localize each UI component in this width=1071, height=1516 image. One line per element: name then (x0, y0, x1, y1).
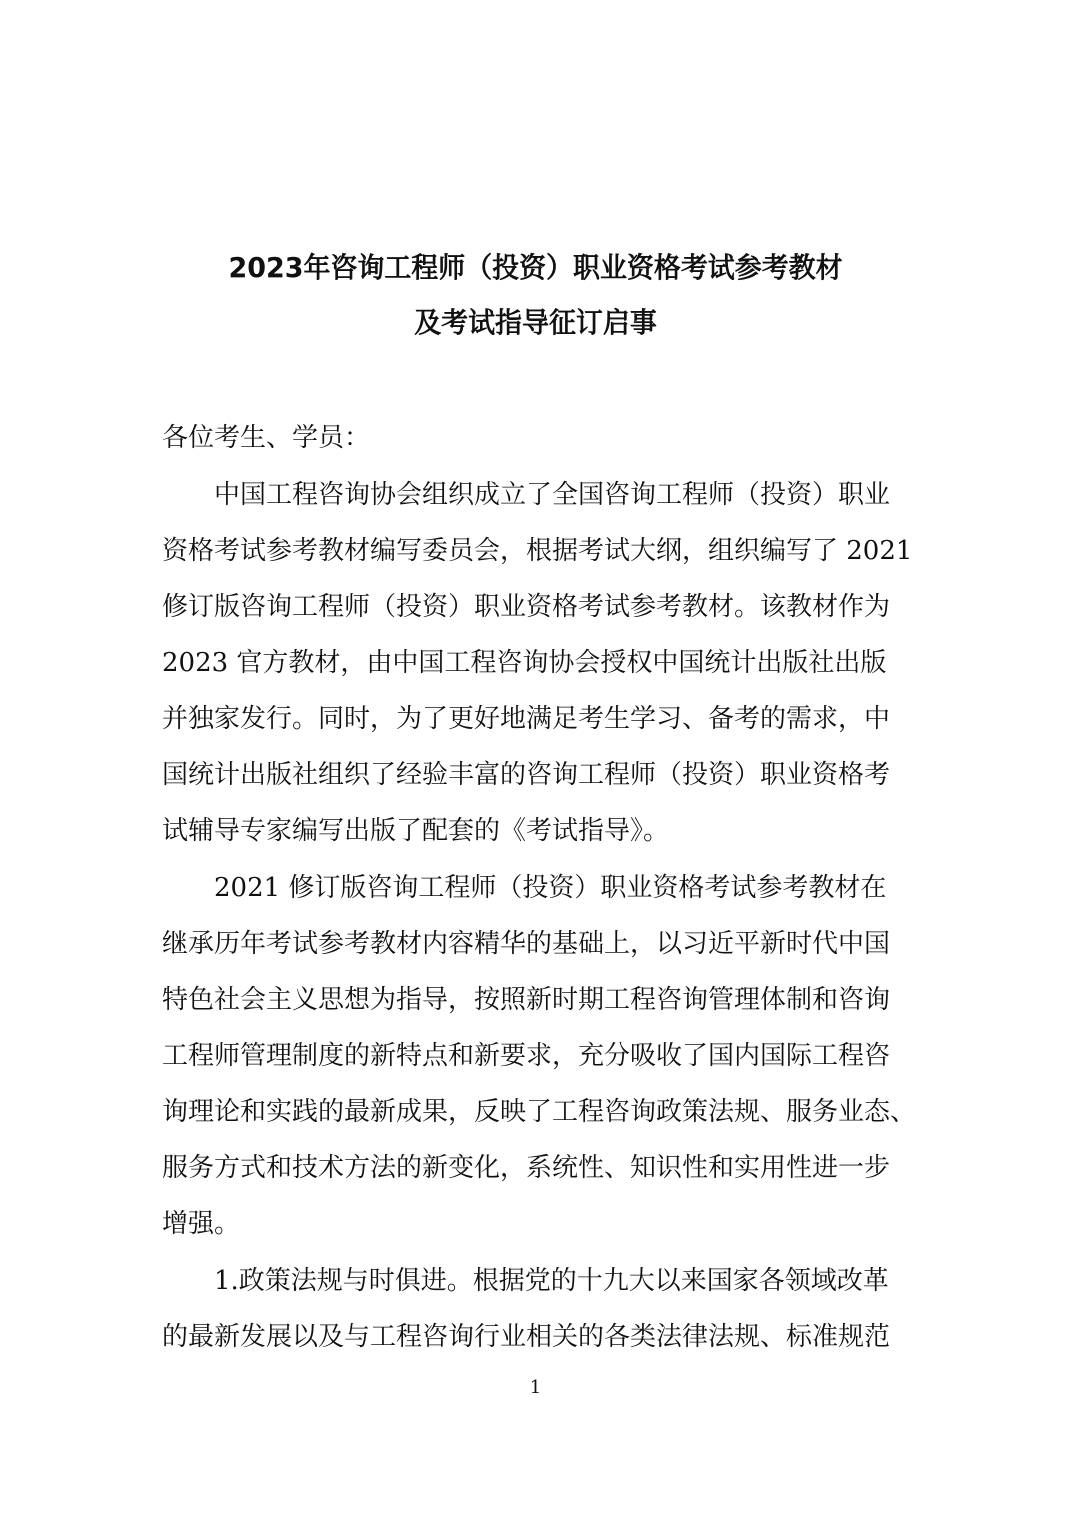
paragraph-2-line: 增强。 (162, 1209, 241, 1239)
paragraph-2-line: 继承历年考试参考教材内容精华的基础上，以习近平新时代中国 (162, 929, 891, 959)
paragraph-1-line: 2023 官方教材，由中国工程咨询协会授权中国统计出版社出版 (162, 648, 887, 678)
paragraph-2-line: 特色社会主义思想为指导，按照新时期工程咨询管理体制和咨询 (162, 985, 891, 1015)
paragraph-2-line: 工程师管理制度的新特点和新要求，充分吸收了国内国际工程咨 (162, 1041, 891, 1071)
paragraph-1-line: 资格考试参考教材编写委员会，根据考试大纲，组织编写了 2021 (162, 536, 913, 566)
paragraph-2-line: 2021 修订版咨询工程师（投资）职业资格考试参考教材在 (214, 873, 887, 903)
paragraph-1-line: 试辅导专家编写出版了配套的《考试指导》。 (162, 816, 670, 846)
paragraph-1-line: 并独家发行。同时，为了更好地满足考生学习、备考的需求，中 (162, 704, 891, 734)
paragraph-1-line: 中国工程咨询协会组织成立了全国咨询工程师（投资）职业 (214, 480, 891, 510)
paragraph-1-line: 修订版咨询工程师（投资）职业资格考试参考教材。该教材作为 (162, 592, 891, 622)
paragraph-1-line: 国统计出版社组织了经验丰富的咨询工程师（投资）职业资格考 (162, 760, 891, 790)
paragraph-2-line: 服务方式和技术方法的新变化，系统性、知识性和实用性进一步 (162, 1153, 891, 1183)
page-number: 1 (529, 1377, 542, 1398)
document-title-line-2: 及考试指导征订启事 (414, 306, 657, 339)
paragraph-3-line: 的最新发展以及与工程咨询行业相关的各类法律法规、标准规范 (162, 1322, 891, 1352)
document-title-line-1: 2023年咨询工程师（投资）职业资格考试参考教材 (228, 251, 843, 284)
salutation: 各位考生、学员： (162, 423, 371, 453)
paragraph-2-line: 询理论和实践的最新成果，反映了工程咨询政策法规、服务业态、 (162, 1097, 917, 1127)
paragraph-3-line: 1.政策法规与时俱进。根据党的十九大以来国家各领域改革 (214, 1266, 889, 1296)
